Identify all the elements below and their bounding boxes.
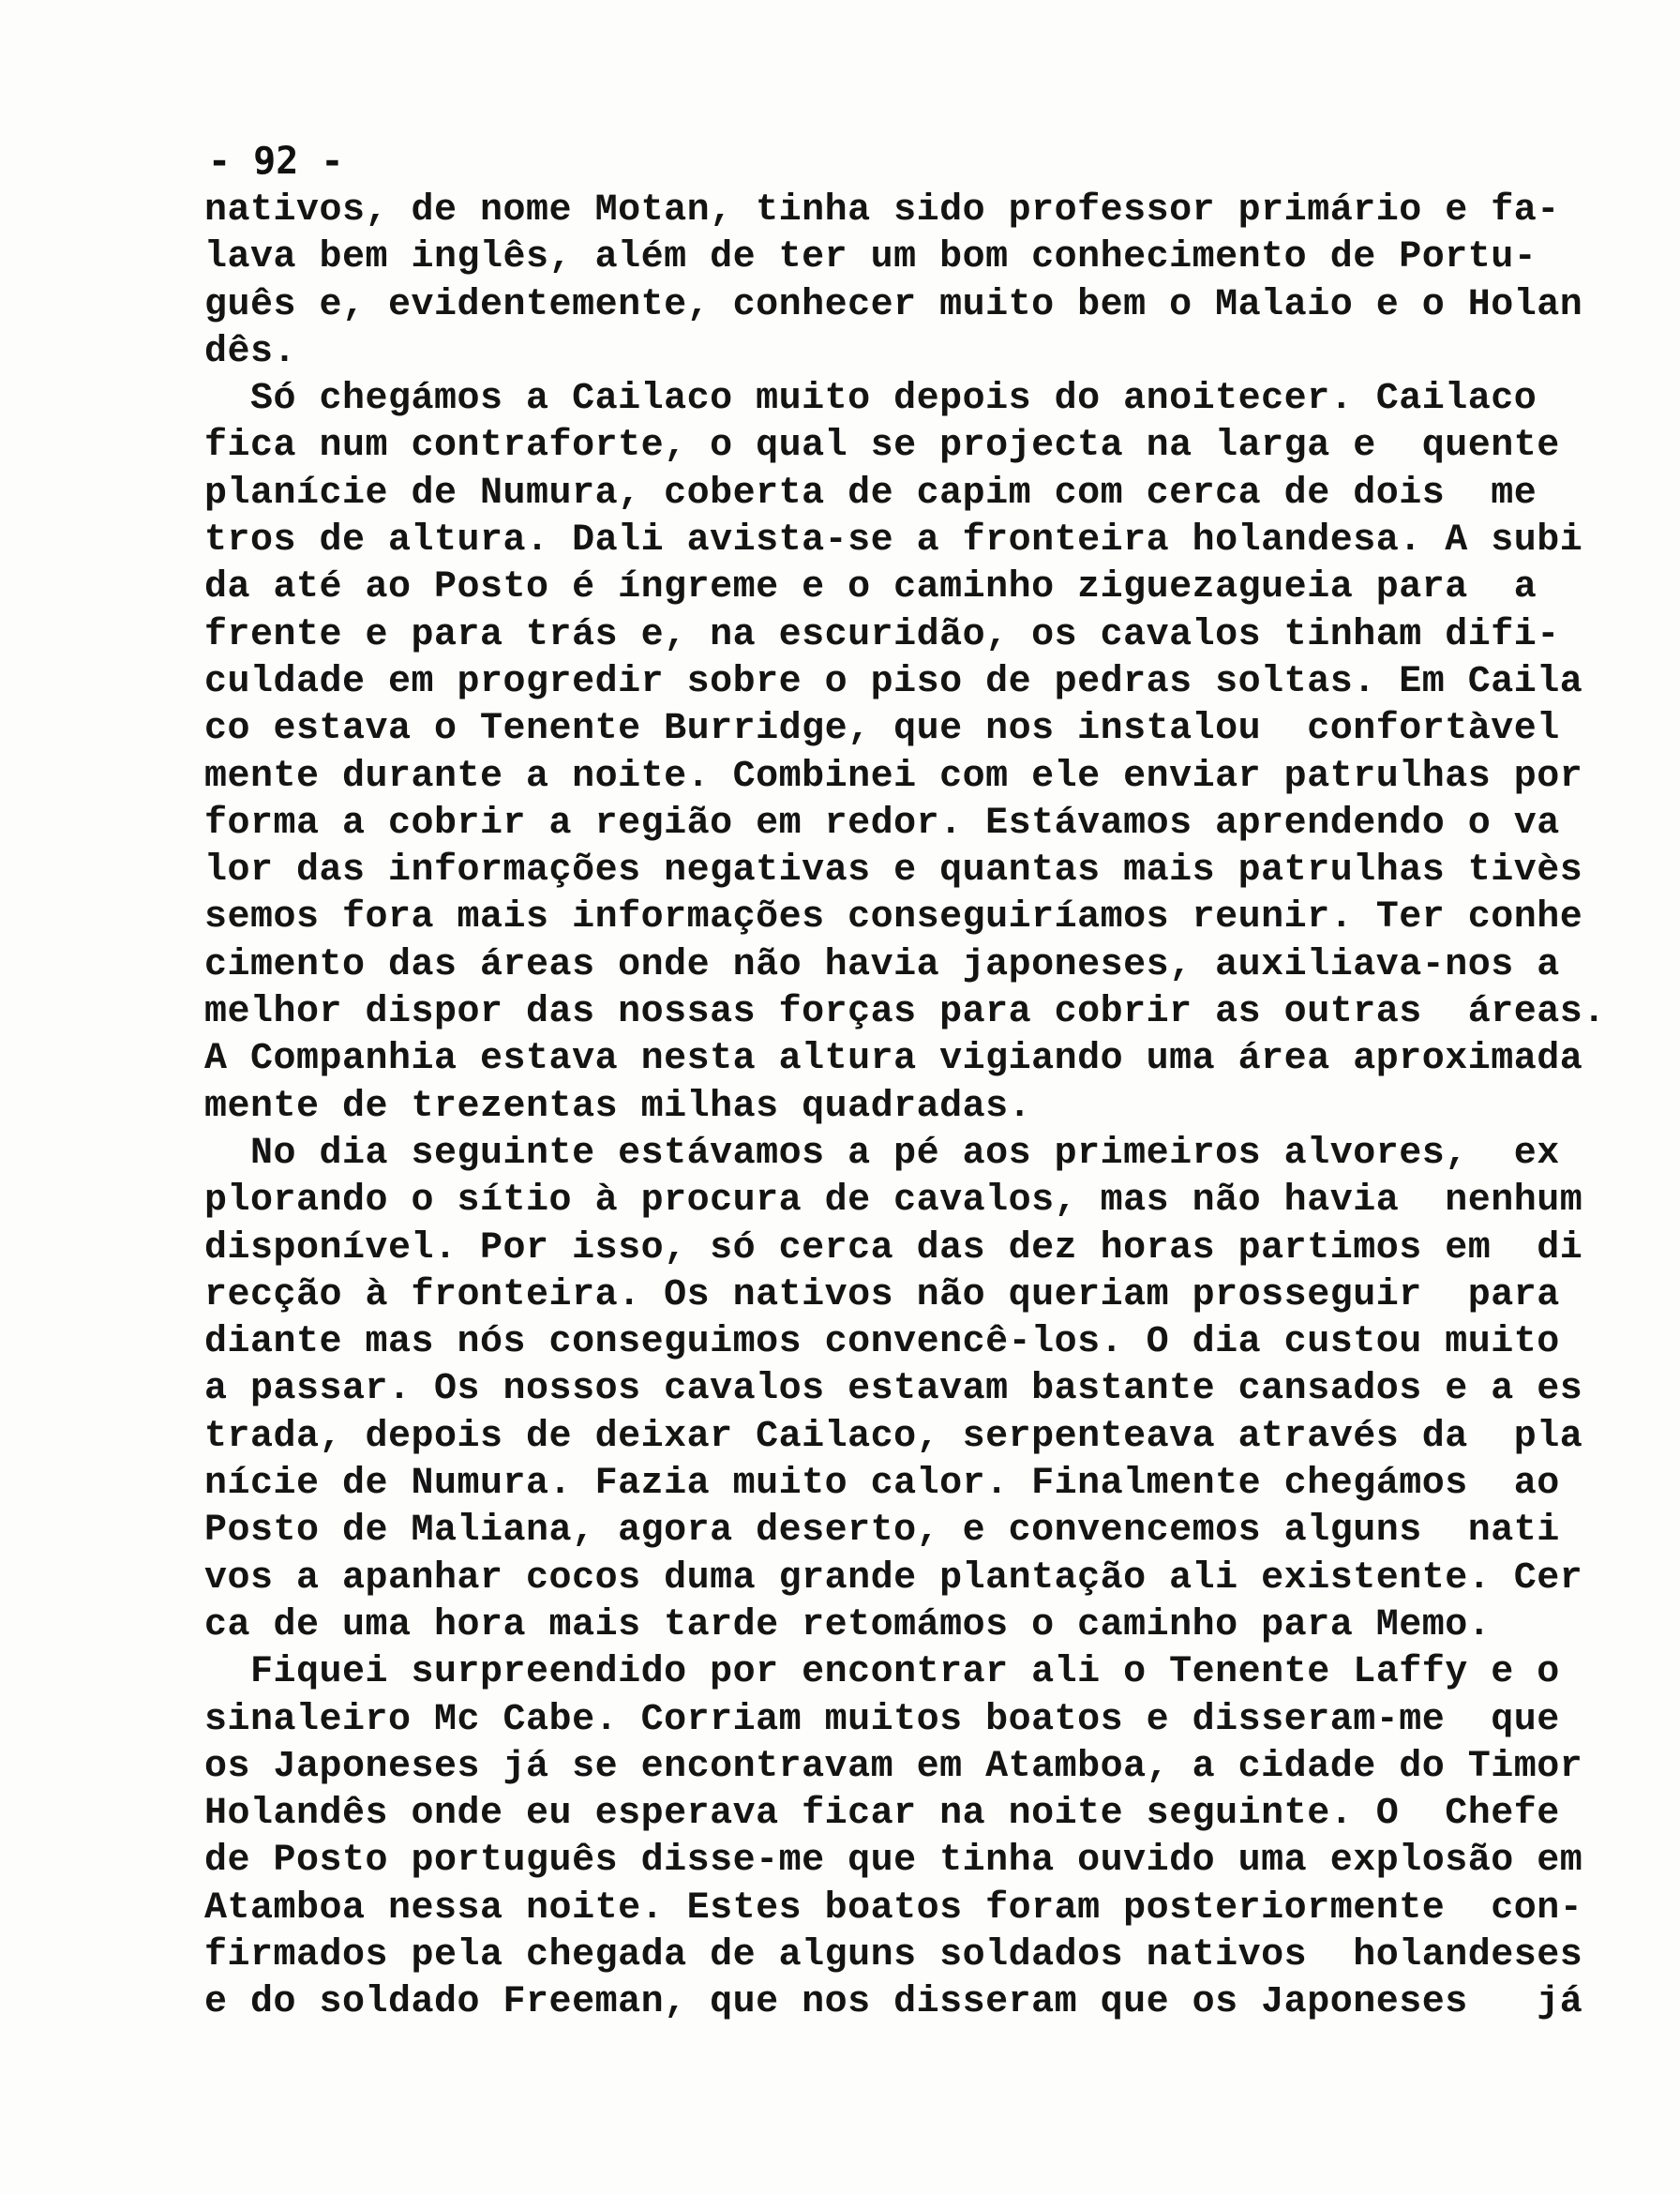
text-line: dês. — [204, 330, 297, 373]
text-line: sinaleiro Mc Cabe. Corriam muitos boatos e disseram-me que — [204, 1698, 1560, 1741]
text-line: culdade em progredir sobre o piso de pedras soltas. Em Caila — [204, 660, 1583, 703]
text-line: co estava o Tenente Burridge, que nos instalou confortàvel — [204, 708, 1560, 751]
text-line: fica num contraforte, o qual se projecta na larga e quente — [204, 425, 1560, 468]
text-line: guês e, evidentemente, conhecer muito bem o Malaio e o Holan — [204, 283, 1583, 326]
text-line: trada, depois de deixar Cailaco, serpenteava através da pla — [204, 1415, 1583, 1458]
text-line: e do soldado Freeman, que nos disseram que os Japoneses já — [204, 1981, 1583, 2024]
text-line: Holandês onde eu esperava ficar na noite seguinte. O Chefe — [204, 1793, 1560, 1836]
text-line: mente durante a noite. Combinei com ele enviar patrulhas por — [204, 755, 1583, 798]
text-line: nativos, de nome Motan, tinha sido professor primário e fa- — [204, 189, 1560, 232]
text-line: nície de Numura. Fazia muito calor. Finalmente chegámos ao — [204, 1463, 1560, 1506]
text-line: melhor dispor das nossas forças para cobrir as outras áreas. — [204, 991, 1606, 1034]
text-line: lava bem inglês, além de ter um bom conhecimento de Portu- — [204, 236, 1538, 279]
text-line: diante mas nós conseguimos convencê-los. O dia custou muito — [204, 1321, 1560, 1364]
text-line: recção à fronteira. Os nativos não queriam prosseguir para — [204, 1273, 1560, 1316]
text-line: Posto de Maliana, agora deserto, e convencemos alguns nati — [204, 1510, 1560, 1553]
text-line: de Posto português disse-me que tinha ouvido uma explosão em — [204, 1840, 1583, 1883]
text-line: planície de Numura, coberta de capim com cerca de dois me — [204, 472, 1538, 515]
page-number: - 92 - — [208, 140, 344, 183]
text-line: plorando o sítio à procura de cavalos, mas não havia nenhum — [204, 1180, 1583, 1223]
text-line: forma a cobrir a região em redor. Estávamos aprendendo o va — [204, 802, 1560, 845]
text-line: disponível. Por isso, só cerca das dez horas partimos em di — [204, 1226, 1583, 1270]
text-line: No dia seguinte estávamos a pé aos primeiros alvores, ex — [204, 1132, 1560, 1175]
text-line: vos a apanhar cocos duma grande plantação ali existente. Cer — [204, 1556, 1583, 1600]
text-line: semos fora mais informações conseguiríamos reunir. Ter conhe — [204, 896, 1583, 939]
text-line: os Japoneses já se encontravam em Atamboa, a cidade do Timor — [204, 1745, 1583, 1788]
text-line: A Companhia estava nesta altura vigiando uma área aproximada — [204, 1038, 1583, 1081]
text-line: Fiquei surpreendido por encontrar ali o Tenente Laffy e o — [204, 1651, 1560, 1694]
text-line: da até ao Posto é íngreme e o caminho ziguezagueia para a — [204, 566, 1538, 609]
text-line: lor das informações negativas e quantas mais patrulhas tivès — [204, 849, 1583, 893]
text-line: firmados pela chegada de alguns soldados nativos holandeses — [204, 1933, 1583, 1976]
text-line: mente de trezentas milhas quadradas. — [204, 1085, 1032, 1128]
body-text — [204, 188, 1611, 2027]
text-line: cimento das áreas onde não havia japoneses, auxiliava-nos a — [204, 943, 1560, 986]
text-line: a passar. Os nossos cavalos estavam bastante cansados e a es — [204, 1368, 1583, 1411]
text-line: Atamboa nessa noite. Estes boatos foram posteriormente con- — [204, 1886, 1583, 1930]
text-line: Só chegámos a Cailaco muito depois do anoitecer. Cailaco — [204, 378, 1538, 421]
text-line: tros de altura. Dali avista-se a fronteira holandesa. A subi — [204, 519, 1583, 563]
text-line: ca de uma hora mais tarde retomámos o caminho para Memo. — [204, 1603, 1492, 1646]
text-line: frente e para trás e, na escuridão, os cavalos tinham difi- — [204, 613, 1560, 656]
